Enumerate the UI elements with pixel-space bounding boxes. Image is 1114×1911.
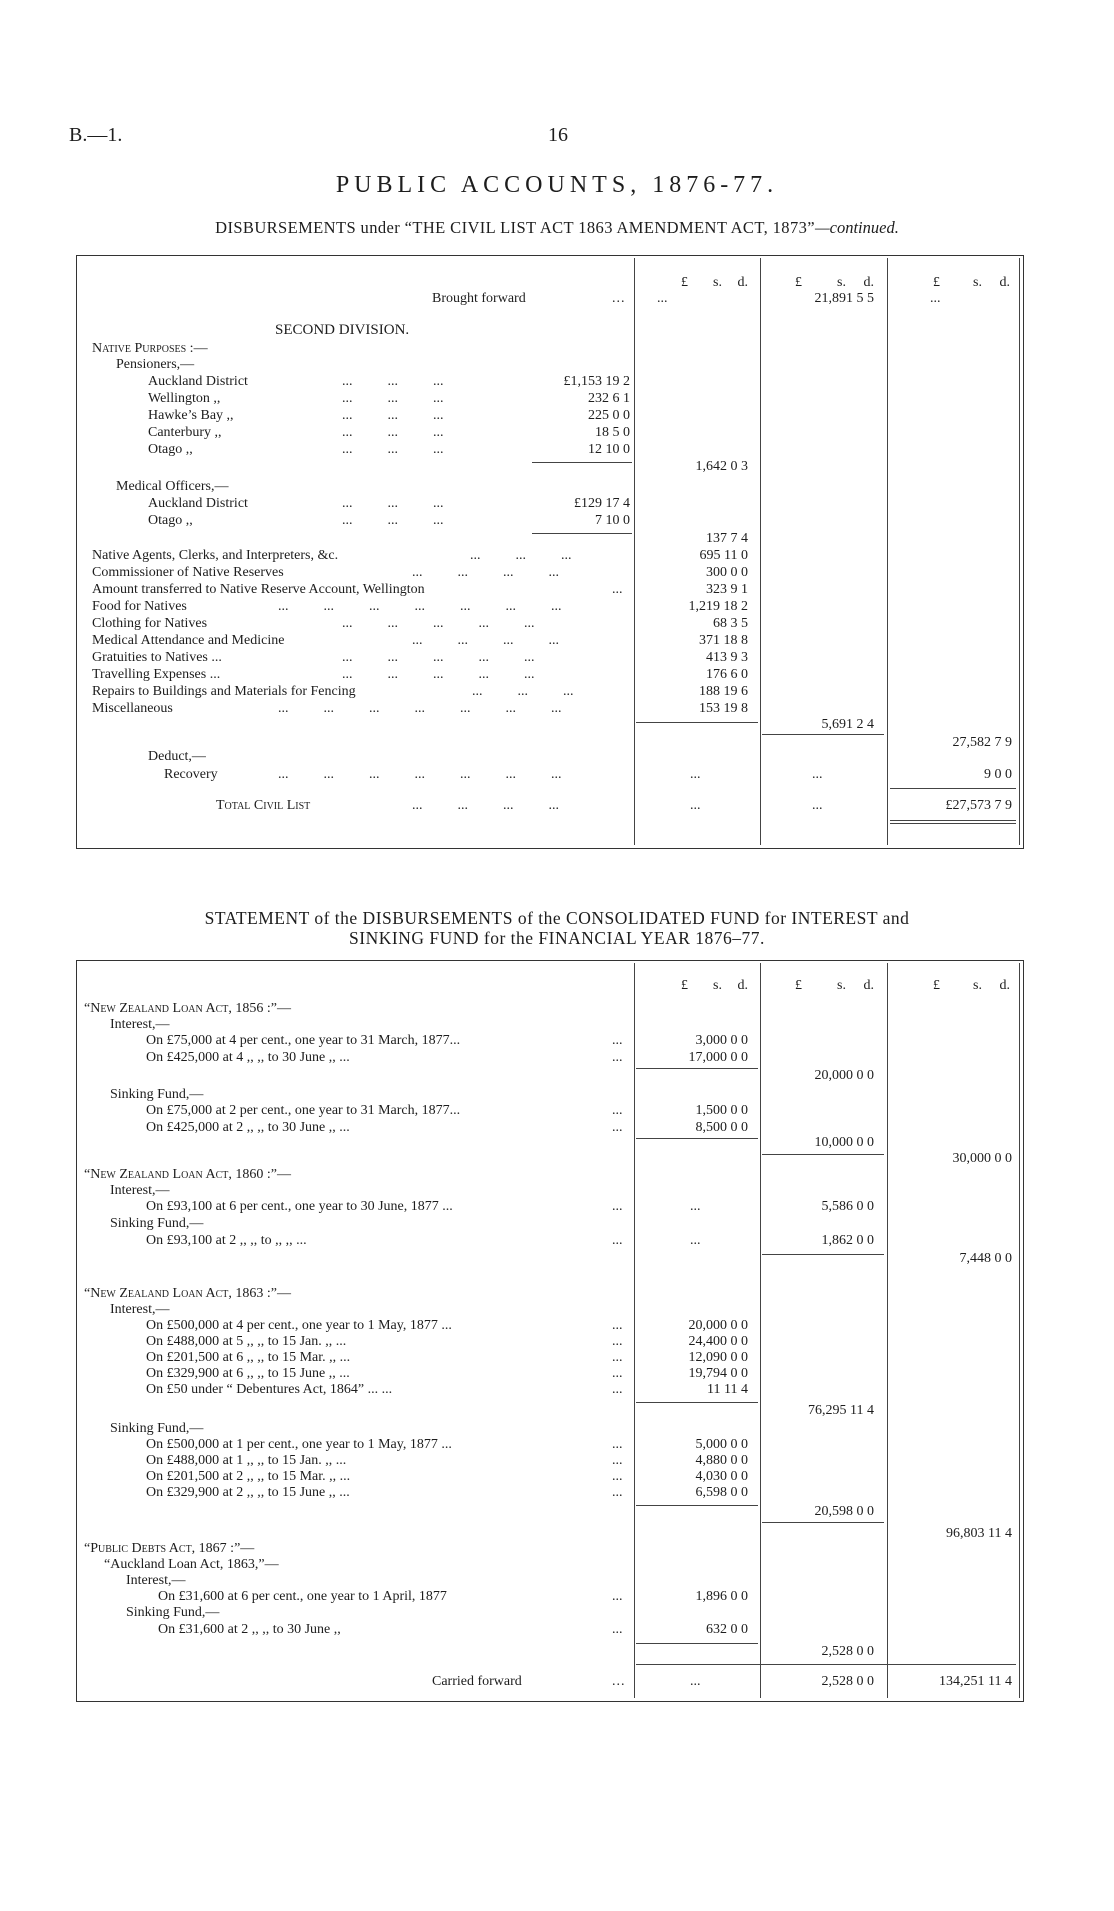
subtitle-text: DISBURSEMENTS under “THE CIVIL LIST ACT 1863 AMENDMENT ACT, 1873” bbox=[215, 218, 815, 237]
brought-forward-label: Brought forward bbox=[432, 291, 526, 306]
pensioner-amount: 18 5 0 bbox=[595, 425, 630, 440]
pensioner-amount: 12 10 0 bbox=[588, 442, 630, 457]
interest-heading: Interest,— bbox=[110, 1183, 170, 1198]
pensioners-total: 1,642 0 3 bbox=[695, 459, 748, 474]
carried-forward-label: Carried forward bbox=[432, 1674, 522, 1689]
sinking-fund-heading: Sinking Fund,— bbox=[110, 1087, 204, 1102]
medical-amount: £129 17 4 bbox=[574, 496, 630, 511]
medical-label: Auckland District bbox=[148, 496, 248, 511]
leader-dots: ... ... ... bbox=[342, 374, 444, 389]
carried-forward-col2: 2,528 0 0 bbox=[821, 1674, 874, 1689]
item-label: Miscellaneous bbox=[92, 701, 173, 716]
sinking-row-amount: 4,030 0 0 bbox=[695, 1469, 748, 1484]
sinking-row-label: On £201,500 at 2 ,, ,, to 15 Mar. ,, ... bbox=[146, 1469, 351, 1484]
col-pence: d. bbox=[737, 275, 748, 290]
medical-label: Otago ,, bbox=[148, 513, 193, 528]
native-purposes-heading: Native Purposes :— bbox=[92, 341, 208, 356]
page-title: PUBLIC ACCOUNTS, 1876-77. bbox=[335, 172, 779, 198]
item-label: Clothing for Natives bbox=[92, 616, 208, 631]
leader-dots: ... ... ... bbox=[472, 684, 574, 699]
item-amount: 300 0 0 bbox=[706, 565, 748, 580]
leader-dots: ... bbox=[612, 1453, 623, 1468]
sinking-total: 20,598 0 0 bbox=[814, 1504, 874, 1519]
sinking-row-amount: 8,500 0 0 bbox=[695, 1120, 748, 1135]
leader-dots: ... ... ... ... ... ... ... bbox=[278, 599, 562, 614]
item-label: Commissioner of Native Reserves bbox=[92, 565, 284, 580]
pensioner-label: Otago ,, bbox=[148, 442, 193, 457]
act-1860-total: 7,448 0 0 bbox=[959, 1251, 1012, 1266]
col-shillings: s. bbox=[713, 978, 722, 993]
col-pound: £ bbox=[933, 275, 940, 290]
division-heading: SECOND DIVISION. bbox=[275, 322, 410, 338]
leader-dots: ... bbox=[612, 1334, 623, 1349]
sinking-total: 10,000 0 0 bbox=[814, 1135, 874, 1150]
col-pound: £ bbox=[795, 275, 802, 290]
interest-row-amount: 24,400 0 0 bbox=[688, 1334, 748, 1349]
pensioner-label: Wellington ,, bbox=[148, 391, 221, 406]
interest-row-amount: 19,794 0 0 bbox=[688, 1366, 748, 1381]
item-amount: 695 11 0 bbox=[699, 548, 748, 563]
col-shillings: s. bbox=[973, 978, 982, 993]
carried-forward-col1: ... bbox=[690, 1674, 701, 1689]
item-amount: 153 19 8 bbox=[699, 701, 748, 716]
recovery-col1: ... bbox=[690, 767, 701, 782]
interest-row-amount: 3,000 0 0 bbox=[695, 1033, 748, 1048]
carried-forward-col3: 134,251 11 4 bbox=[939, 1674, 1012, 1689]
interest-row-label: On £50 under “ Debentures Act, 1864” ... ... bbox=[146, 1382, 393, 1397]
leader-dots: ... bbox=[612, 1366, 623, 1381]
leader-dots: ... bbox=[612, 1674, 626, 1689]
leader-dots: ... bbox=[612, 1120, 623, 1135]
sinking-row-label: On £93,100 at 2 ,, ,, to ,, ,, ... bbox=[146, 1233, 307, 1248]
interest-row-amount: 11 11 4 bbox=[707, 1382, 748, 1397]
interest-row-amount: 1,896 0 0 bbox=[695, 1589, 748, 1604]
act-1860-heading: “New Zealand Loan Act, 1860 :”— bbox=[84, 1167, 291, 1182]
act-1863-total: 96,803 11 4 bbox=[946, 1526, 1012, 1541]
medical-officers-heading: Medical Officers,— bbox=[116, 479, 229, 494]
leader-dots: ... ... ... bbox=[342, 496, 444, 511]
recovery-label: Recovery bbox=[164, 767, 218, 782]
total-col1: ... bbox=[690, 798, 701, 813]
sinking-row-amount: 1,500 0 0 bbox=[695, 1103, 748, 1118]
interest-row-label: On £500,000 at 4 per cent., one year to 1 May, 1877 ... bbox=[146, 1318, 452, 1333]
act-1867-total: 2,528 0 0 bbox=[821, 1644, 874, 1659]
item-amount: 188 19 6 bbox=[699, 684, 748, 699]
act-1856-heading: “New Zealand Loan Act, 1856 :”— bbox=[84, 1001, 291, 1016]
interest-row-label: On £329,900 at 6 ,, ,, to 15 June ,, ... bbox=[146, 1366, 350, 1381]
col-pound: £ bbox=[681, 978, 688, 993]
leader-dots: ... ... ... ... ... bbox=[342, 616, 535, 631]
section-subtitle bbox=[0, 218, 1114, 238]
leader-dots: ... bbox=[612, 1622, 623, 1637]
sinking-row-label: On £425,000 at 2 ,, ,, to 30 June ,, ... bbox=[146, 1120, 350, 1135]
total-col2: ... bbox=[812, 798, 823, 813]
deduct-heading: Deduct,— bbox=[148, 749, 206, 764]
col-shillings: s. bbox=[837, 978, 846, 993]
sinking-row-amount: 632 0 0 bbox=[706, 1622, 748, 1637]
pensioner-amount: 225 0 0 bbox=[588, 408, 630, 423]
interest-row-label: On £488,000 at 5 ,, ,, to 15 Jan. ,, ... bbox=[146, 1334, 347, 1349]
col-pence: d. bbox=[863, 275, 874, 290]
col-shillings: s. bbox=[973, 275, 982, 290]
sinking-row-label: On £329,900 at 2 ,, ,, to 15 June ,, ... bbox=[146, 1485, 350, 1500]
leader-dots: ... ... ... bbox=[342, 513, 444, 528]
pensioner-label: Canterbury ,, bbox=[148, 425, 222, 440]
leader-dots: ... bbox=[612, 1469, 623, 1484]
col-pence: d. bbox=[999, 978, 1010, 993]
interest-row-amount: 20,000 0 0 bbox=[688, 1318, 748, 1333]
leader-dots: ... ... ... ... ... bbox=[342, 667, 535, 682]
auckland-loan-heading: “Auckland Loan Act, 1863,”— bbox=[104, 1557, 279, 1572]
leader-dots: ... ... ... ... bbox=[412, 633, 559, 648]
col-pence: d. bbox=[863, 978, 874, 993]
col-shillings: s. bbox=[837, 275, 846, 290]
sinking-fund-heading: Sinking Fund,— bbox=[110, 1421, 204, 1436]
interest-row-col1: ... bbox=[690, 1199, 701, 1214]
interest-heading: Interest,— bbox=[110, 1302, 170, 1317]
item-amount: 176 6 0 bbox=[706, 667, 748, 682]
leader-dots: ... ... ... ... ... bbox=[342, 650, 535, 665]
statement-title-line2: SINKING FUND for the FINANCIAL YEAR 1876–77. bbox=[349, 928, 765, 948]
interest-row-label: On £75,000 at 4 per cent., one year to 31 March, 1877... bbox=[146, 1033, 461, 1048]
col-pence: d. bbox=[737, 978, 748, 993]
item-label: Travelling Expenses ... bbox=[92, 667, 221, 682]
medical-amount: 7 10 0 bbox=[595, 513, 630, 528]
col-pence: d. bbox=[999, 275, 1010, 290]
item-amount: 1,219 18 2 bbox=[688, 599, 748, 614]
leader-dots: ... ... ... ... ... ... ... bbox=[278, 701, 562, 716]
item-amount: 371 18 8 bbox=[699, 633, 748, 648]
grand-subtotal: 27,582 7 9 bbox=[952, 735, 1012, 750]
col-pound: £ bbox=[681, 275, 688, 290]
page-number: 16 bbox=[548, 124, 568, 146]
sinking-row-label: On £500,000 at 1 per cent., one year to 1 May, 1877 ... bbox=[146, 1437, 452, 1452]
sinking-row-label: On £75,000 at 2 per cent., one year to 31 March, 1877... bbox=[146, 1103, 461, 1118]
pensioner-amount: £1,153 19 2 bbox=[563, 374, 630, 389]
interest-row-amount: 12,090 0 0 bbox=[688, 1350, 748, 1365]
item-amount: 413 9 3 bbox=[706, 650, 748, 665]
total-civil-list-label: Total Civil List bbox=[216, 798, 311, 813]
total-civil-list-amount: £27,573 7 9 bbox=[945, 798, 1012, 813]
col-shillings: s. bbox=[713, 275, 722, 290]
interest-row-label: On £201,500 at 6 ,, ,, to 15 Mar. ,, ... bbox=[146, 1350, 351, 1365]
interest-total: 20,000 0 0 bbox=[814, 1068, 874, 1083]
leader-dots: ... ... ... bbox=[470, 548, 572, 563]
recovery-col2: ... bbox=[812, 767, 823, 782]
col-pound: £ bbox=[795, 978, 802, 993]
item-label: Gratuities to Natives ... bbox=[92, 650, 222, 665]
leader-dots: ... bbox=[612, 1233, 623, 1248]
leader-dots: ... bbox=[612, 1033, 623, 1048]
leader-dots: ... bbox=[612, 1437, 623, 1452]
interest-heading: Interest,— bbox=[126, 1573, 186, 1588]
medical-total: 137 7 4 bbox=[706, 531, 748, 546]
item-amount: 323 9 1 bbox=[706, 582, 748, 597]
act-1856-total: 30,000 0 0 bbox=[952, 1151, 1012, 1166]
sinking-row-amount: 5,000 0 0 bbox=[695, 1437, 748, 1452]
pensioner-amount: 232 6 1 bbox=[588, 391, 630, 406]
act-1863-heading: “New Zealand Loan Act, 1863 :”— bbox=[84, 1286, 291, 1301]
item-label: Food for Natives bbox=[92, 599, 187, 614]
sinking-row-amount: 6,598 0 0 bbox=[695, 1485, 748, 1500]
sinking-row-label: On £31,600 at 2 ,, ,, to 30 June ,, bbox=[158, 1622, 341, 1637]
item-amount: 68 3 5 bbox=[713, 616, 748, 631]
leader-dots: ... ... ... bbox=[342, 408, 444, 423]
division-total: 5,691 2 4 bbox=[821, 717, 874, 732]
act-1867-heading: “Public Debts Act, 1867 :”— bbox=[84, 1541, 255, 1556]
item-label: Medical Attendance and Medicine bbox=[92, 633, 285, 648]
leader-dots: ... bbox=[612, 291, 626, 306]
interest-row-amount: 17,000 0 0 bbox=[688, 1050, 748, 1065]
leader-dots: ... ... ... ... bbox=[412, 798, 559, 813]
sinking-row-col1: ... bbox=[690, 1233, 701, 1248]
pensioner-label: Auckland District bbox=[148, 374, 248, 389]
brought-forward-col2: 21,891 5 5 bbox=[814, 291, 874, 306]
sinking-fund-heading: Sinking Fund,— bbox=[126, 1605, 220, 1620]
sinking-row-amount: 4,880 0 0 bbox=[695, 1453, 748, 1468]
leader-dots: ... bbox=[612, 1485, 623, 1500]
brought-forward-col3: ... bbox=[930, 291, 941, 306]
leader-dots: ... bbox=[612, 1318, 623, 1333]
leader-dots: ... ... ... bbox=[342, 442, 444, 457]
item-label: Native Agents, Clerks, and Interpreters, &c. bbox=[92, 548, 339, 563]
leader-dots: ... ... ... ... bbox=[412, 565, 559, 580]
leader-dots: ... bbox=[612, 1350, 623, 1365]
statement-title: STATEMENT of the DISBURSEMENTS of the CONSOLIDATED FUND for INTEREST and bbox=[204, 908, 910, 928]
leader-dots: ... bbox=[612, 1103, 623, 1118]
sinking-row-amount: 1,862 0 0 bbox=[821, 1233, 874, 1248]
interest-row-label: On £425,000 at 4 ,, ,, to 30 June ,, ... bbox=[146, 1050, 350, 1065]
leader-dots: ... ... ... ... ... ... ... bbox=[278, 767, 562, 782]
recovery-amount: 9 0 0 bbox=[984, 767, 1012, 782]
col-pound: £ bbox=[933, 978, 940, 993]
pensioner-label: Hawke’s Bay ,, bbox=[148, 408, 234, 423]
leader-dots: ... bbox=[612, 1199, 623, 1214]
leader-dots: ... bbox=[612, 582, 623, 597]
leader-dots: ... bbox=[612, 1382, 623, 1397]
interest-total: 76,295 11 4 bbox=[808, 1403, 874, 1418]
leader-dots: ... bbox=[612, 1589, 623, 1604]
leader-dots: ... ... ... bbox=[342, 391, 444, 406]
brought-forward-col1: ... bbox=[657, 291, 668, 306]
interest-row-label: On £93,100 at 6 per cent., one year to 30 June, 1877 ... bbox=[146, 1199, 453, 1214]
leader-dots: ... ... ... bbox=[342, 425, 444, 440]
interest-heading: Interest,— bbox=[110, 1017, 170, 1032]
item-label: Repairs to Buildings and Materials for Fencing bbox=[92, 684, 356, 699]
pensioners-heading: Pensioners,— bbox=[116, 357, 195, 372]
sinking-row-label: On £488,000 at 1 ,, ,, to 15 Jan. ,, ... bbox=[146, 1453, 347, 1468]
item-label: Amount transferred to Native Reserve Account, Wellington bbox=[92, 582, 425, 597]
page-reference: B.—1. bbox=[69, 124, 123, 146]
interest-row-amount: 5,586 0 0 bbox=[821, 1199, 874, 1214]
leader-dots: ... bbox=[612, 1050, 623, 1065]
interest-row-label: On £31,600 at 6 per cent., one year to 1 April, 1877 bbox=[158, 1589, 447, 1604]
sinking-fund-heading: Sinking Fund,— bbox=[110, 1216, 204, 1231]
subtitle-continued: —continued. bbox=[814, 218, 899, 237]
